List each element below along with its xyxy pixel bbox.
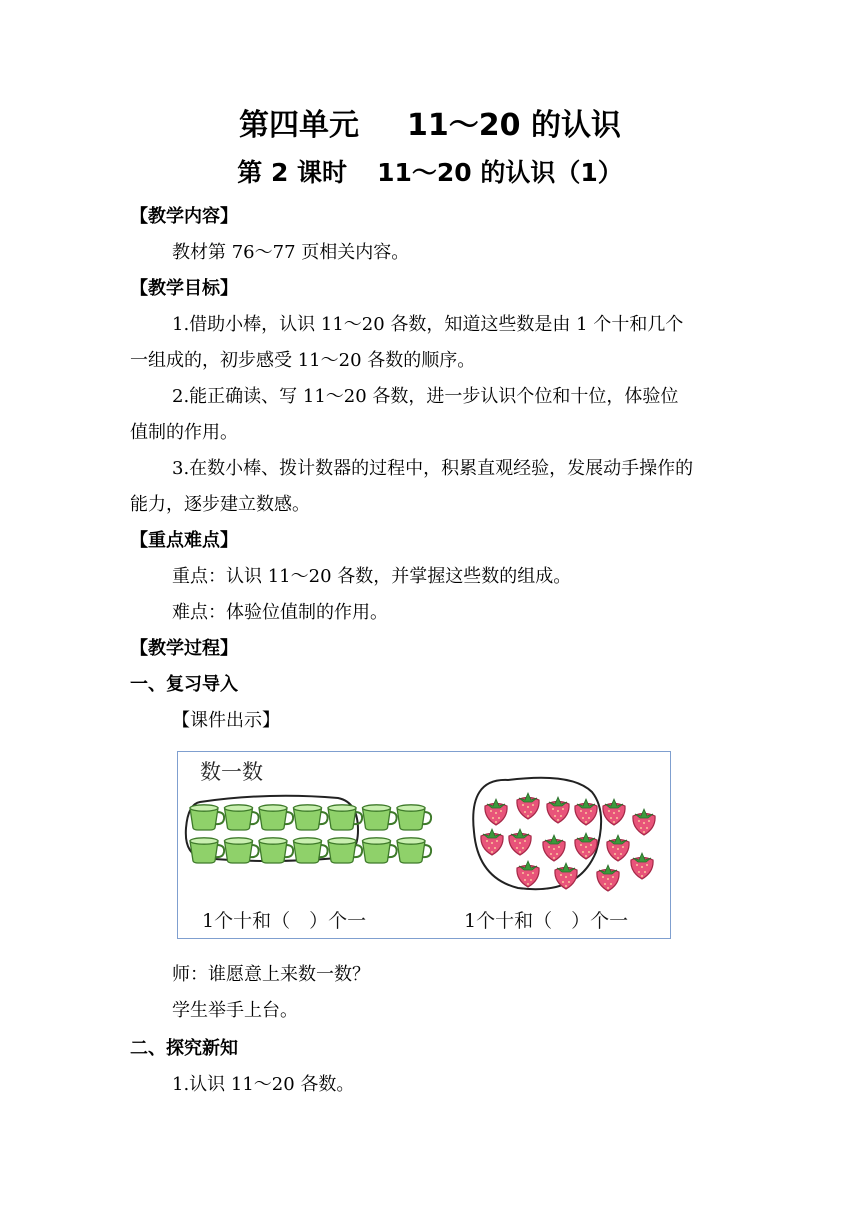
- part1-heading: 一、复习导入: [130, 674, 238, 695]
- cup-icon: [225, 805, 259, 830]
- goal1-line1: 1.借助小棒，认识 11～20 各数，知道这些数是由 1 个十和几个: [172, 314, 684, 335]
- process-heading: 【教学过程】: [130, 638, 238, 659]
- courseware-label: 【课件出示】: [172, 710, 280, 731]
- content-text: 教材第 76～77 页相关内容。: [172, 242, 410, 263]
- content-heading: 【教学内容】: [130, 206, 238, 227]
- strawberry-icon: [517, 793, 539, 819]
- lesson-title: [0, 154, 860, 192]
- cup-icon: [294, 805, 328, 830]
- unit-topic: 11～20 的认识: [407, 108, 621, 143]
- teacher-line: 师：谁愿意上来数一数？: [172, 964, 370, 985]
- cup-icon: [225, 838, 259, 863]
- key-point: 重点：认识 11～20 各数，并掌握这些数的组成。: [172, 566, 572, 587]
- strawberry-icon: [603, 799, 625, 825]
- unit-title: [0, 104, 860, 148]
- counting-figure: [177, 751, 671, 939]
- step1-text: 1.认识 11～20 各数。: [172, 1074, 355, 1095]
- strawberry-icon: [547, 797, 569, 823]
- goal2-line1: 2.能正确读、写 11～20 各数，进一步认识个位和十位，体验位: [172, 386, 679, 407]
- strawberry-icon: [633, 809, 655, 835]
- cup-icon: [397, 838, 431, 863]
- cup-icon: [363, 805, 397, 830]
- cup-icon: [190, 805, 224, 830]
- key-heading: 【重点难点】: [130, 530, 238, 551]
- figure-title: 数一数: [200, 760, 263, 784]
- strawberry-icon: [631, 853, 653, 879]
- part2-heading: 二、探究新知: [130, 1038, 238, 1059]
- goal1-line2: 一组成的，初步感受 11～20 各数的顺序。: [130, 350, 476, 371]
- strawberry-icon: [485, 799, 507, 825]
- strawberry-icon: [597, 865, 619, 891]
- strawberry-icon: [481, 829, 503, 855]
- goal2-line2: 值制的作用。: [130, 422, 238, 443]
- strawberry-icon: [509, 829, 531, 855]
- strawberry-icon: [517, 861, 539, 887]
- student-line: 学生举手上台。: [172, 1000, 298, 1021]
- unit-label: 第四单元: [239, 108, 360, 143]
- lesson-label: 第 2 课时: [237, 158, 348, 187]
- strawberry-icon: [555, 863, 577, 889]
- strawberry-icon: [607, 835, 629, 861]
- cup-icon: [397, 805, 431, 830]
- strawberry-icon: [543, 835, 565, 861]
- cup-icon: [259, 838, 293, 863]
- lesson-topic: 11～20 的认识（1）: [377, 158, 623, 187]
- goals-heading: 【教学目标】: [130, 278, 238, 299]
- strawberry-icon: [575, 799, 597, 825]
- cup-icon: [363, 838, 397, 863]
- goal3-line2: 能力，逐步建立数感。: [130, 494, 310, 515]
- cup-icon: [259, 805, 293, 830]
- caption-strawberries: 1个十和（ ）个一: [464, 910, 629, 932]
- caption-cups: 1个十和（ ）个一: [202, 910, 367, 932]
- goal3-line1: 3.在数小棒、拨计数器的过程中，积累直观经验，发展动手操作的: [172, 458, 694, 479]
- hard-point: 难点：体验位值制的作用。: [172, 602, 388, 623]
